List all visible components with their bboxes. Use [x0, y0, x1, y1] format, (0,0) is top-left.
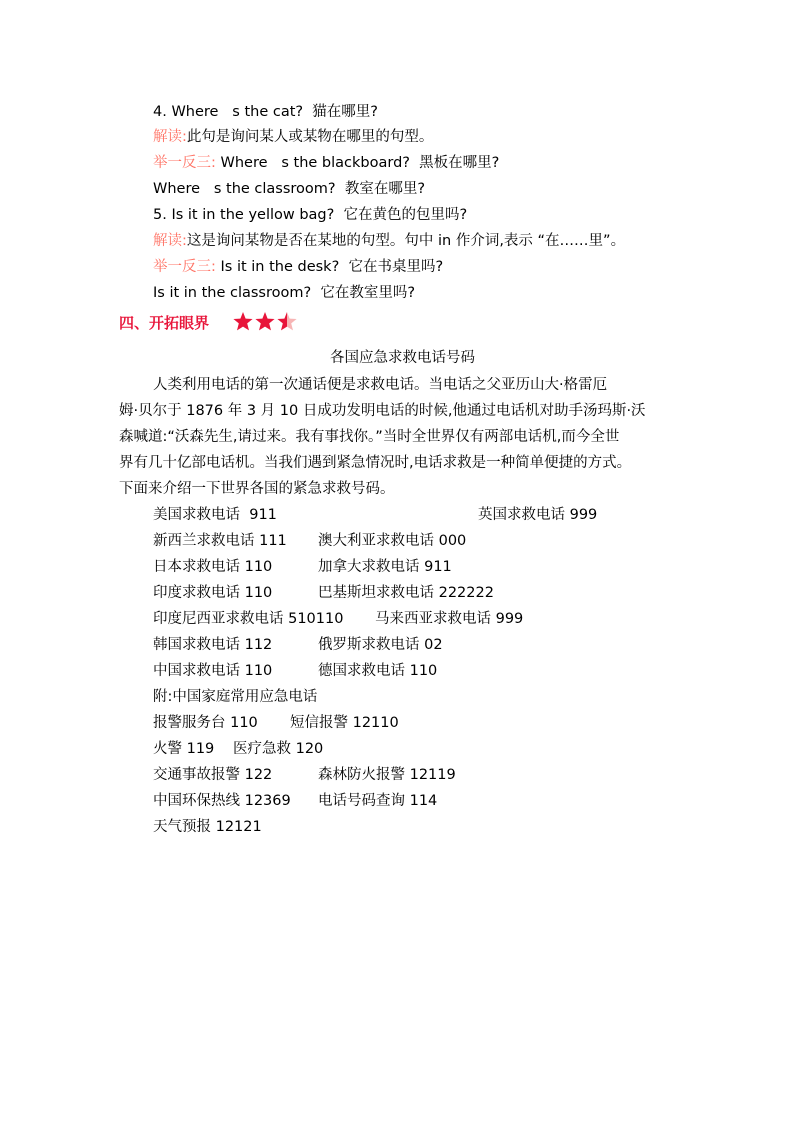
- article-paragraph-line: 森喊道:“沃森先生,请过来。我有事找你。”当时全世界仅有两部电话机,而今全世: [119, 429, 620, 445]
- appendix-entry: 火警 119: [153, 741, 215, 757]
- number-entry: 俄罗斯求救电话 02: [318, 637, 443, 653]
- explain-text: 这是询问某物是否在某地的句型。句中 in 作介词,表示 “在……里”。: [186, 233, 626, 249]
- extend-text: Where s the blackboard? 黑板在哪里?: [215, 155, 500, 171]
- item4-extend: [153, 153, 499, 173]
- article-paragraph-line: 人类利用电话的第一次通话便是求救电话。当电话之父亚历山大·格雷厄: [153, 377, 608, 393]
- appendix-title: 附:中国家庭常用应急电话: [153, 689, 318, 705]
- section-heading: 四、开拓眼界: [119, 314, 210, 332]
- number-entry: 加拿大求救电话 911: [318, 559, 452, 575]
- appendix-entry: 森林防火报警 12119: [318, 767, 456, 783]
- item4-explain: [153, 127, 433, 147]
- star-icon: [255, 312, 274, 330]
- star-rating-icon: [232, 311, 302, 333]
- appendix-entry: 短信报警 12110: [290, 715, 399, 731]
- item5-sentence: 5. Is it in the yellow bag? 它在黄色的包里吗?: [153, 207, 468, 223]
- number-entry: 马来西亚求救电话 999: [375, 611, 524, 627]
- appendix-entry: 天气预报 12121: [153, 819, 262, 835]
- extend-tag: 举一反三:: [153, 155, 216, 171]
- explain-tag: 解读:: [153, 233, 187, 249]
- number-entry: 日本求救电话 110: [153, 559, 273, 575]
- item4-sentence: 4. Where s the cat? 猫在哪里?: [153, 104, 379, 120]
- article-paragraph-line: 界有几十亿部电话机。当我们遇到紧急情况时,电话求救是一种简单便捷的方式。: [119, 455, 632, 471]
- number-entry: 新西兰求救电话 111: [153, 533, 287, 549]
- star-icon: [233, 312, 252, 330]
- appendix-entry: 医疗急救 120: [233, 741, 324, 757]
- appendix-entry: 报警服务台 110: [153, 715, 258, 731]
- number-entry: 印度求救电话 110: [153, 585, 273, 601]
- number-entry: 韩国求救电话 112: [153, 637, 273, 653]
- item5-explain: [153, 231, 625, 251]
- number-entry: 澳大利亚求救电话 000: [318, 533, 467, 549]
- explain-text: 此句是询问某人或某物在哪里的句型。: [186, 129, 434, 145]
- extend-text: Is it in the desk? 它在书桌里吗?: [215, 259, 444, 275]
- number-entry: 德国求救电话 110: [318, 663, 438, 679]
- number-entry: 美国求救电话 911: [153, 507, 277, 523]
- item5-extend: [153, 257, 443, 277]
- explain-tag: 解读:: [153, 129, 187, 145]
- appendix-entry: 中国环保热线 12369: [153, 793, 291, 809]
- item4-extend-2: Where s the classroom? 教室在哪里?: [153, 181, 426, 197]
- half-star-icon: [277, 312, 296, 330]
- number-entry: 印度尼西亚求救电话 510110: [153, 611, 344, 627]
- number-entry: 英国求救电话 999: [478, 507, 598, 523]
- appendix-entry: 电话号码查询 114: [318, 793, 438, 809]
- item5-extend-2: Is it in the classroom? 它在教室里吗?: [153, 285, 416, 301]
- number-entry: 巴基斯坦求救电话 222222: [318, 585, 494, 601]
- article-title: 各国应急求救电话号码: [330, 350, 475, 366]
- number-entry: 中国求救电话 110: [153, 663, 273, 679]
- article-paragraph-line: 下面来介绍一下世界各国的紧急求救号码。: [119, 481, 395, 497]
- article-paragraph-line: 姆·贝尔于 1876 年 3 月 10 日成功发明电话的时候,他通过电话机对助手汤玛斯·沃: [119, 403, 646, 419]
- appendix-entry: 交通事故报警 122: [153, 767, 273, 783]
- extend-tag: 举一反三:: [153, 259, 216, 275]
